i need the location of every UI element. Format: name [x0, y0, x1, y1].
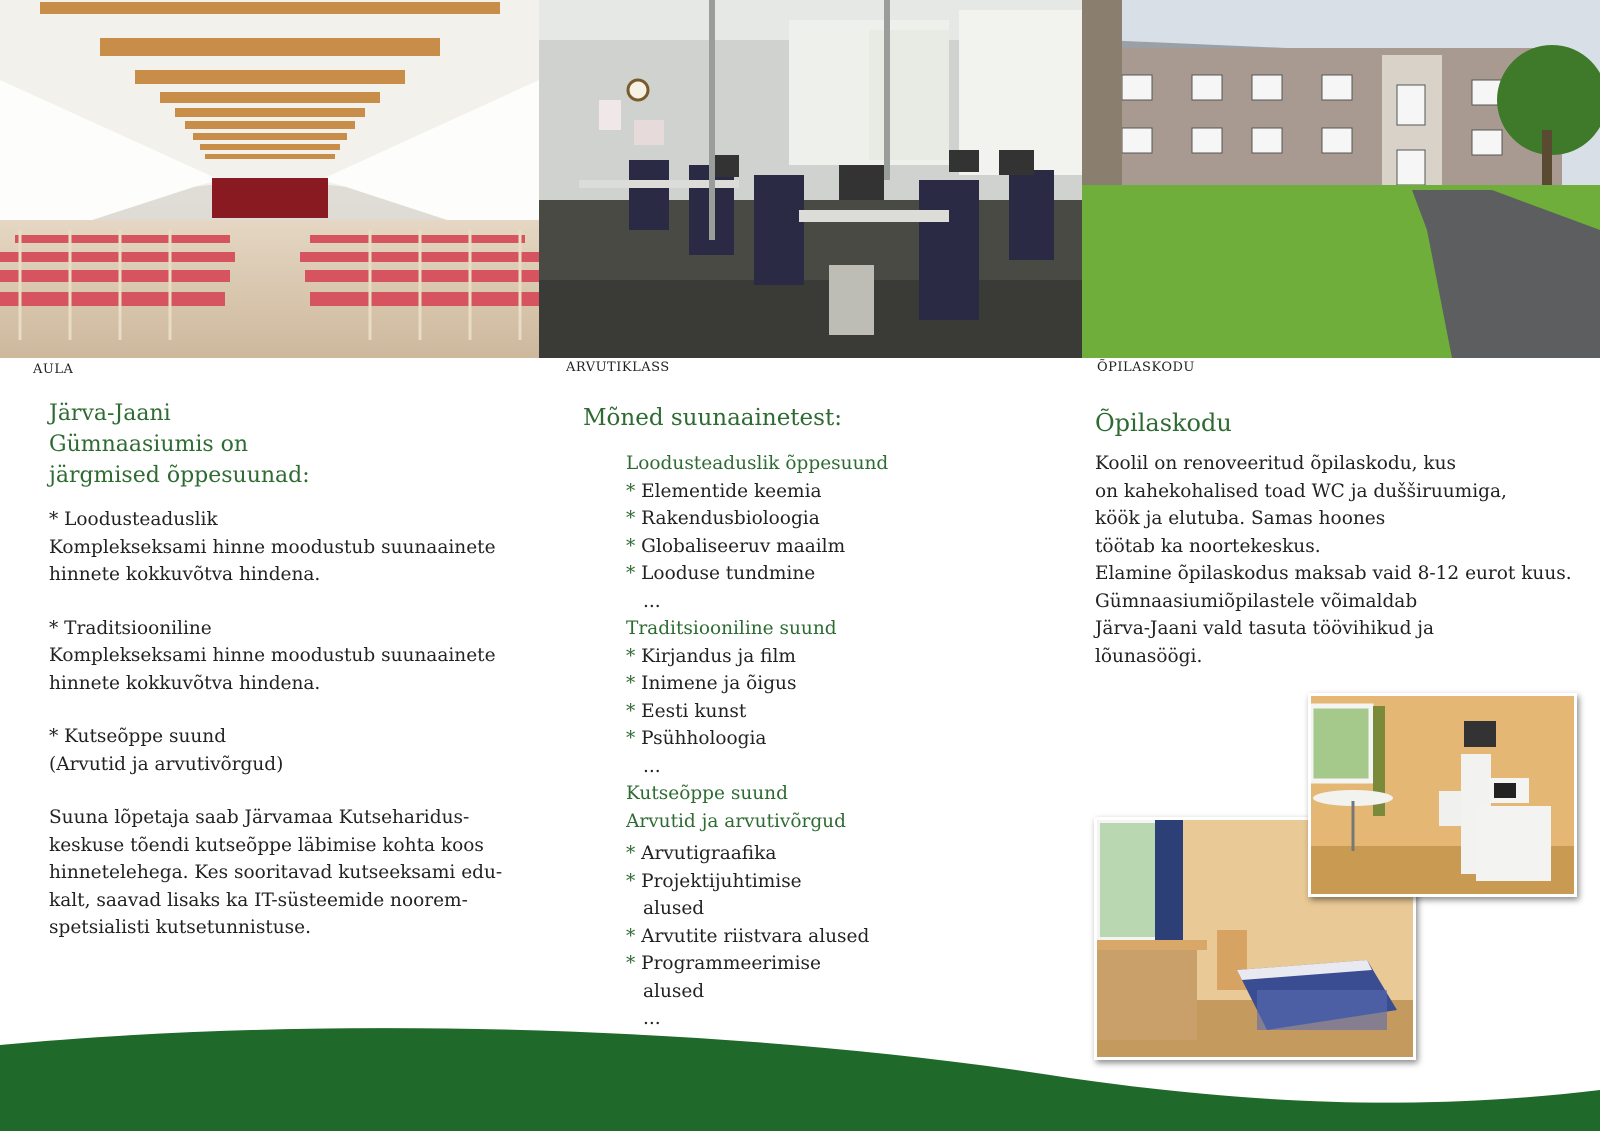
col3-heading: Õpilaskodu	[1095, 409, 1232, 437]
group2-title: Traditsiooniline suund	[626, 618, 837, 639]
col3-line: töötab ka noortekeskus.	[1095, 535, 1321, 557]
para-line: Suuna lõpetaja saab Järvamaa Kutseharidus-	[49, 807, 470, 828]
list-item: * Arvutite riistvara alused	[626, 925, 870, 947]
footer-wave	[0, 1020, 1600, 1131]
col3-line: Järva-Jaani vald tasuta töövihikud ja	[1095, 618, 1435, 639]
list-item: * Programmeerimise	[626, 953, 821, 974]
ellipsis: ...	[643, 1008, 661, 1029]
block3-line: (Arvutid ja arvutivõrgud)	[49, 753, 284, 775]
computer-class-illustration	[539, 0, 1082, 358]
col1-heading-line: järgmised õppesuunad:	[49, 463, 310, 488]
col1-heading-line: Gümnaasiumis on	[49, 432, 249, 457]
list-item: * Globaliseeruv maailm	[626, 535, 846, 557]
ellipsis: ...	[643, 590, 661, 612]
computer-class-caption: ARVUTIKLASS	[566, 360, 670, 375]
block1-title: * Loodusteaduslik	[49, 509, 218, 530]
para-line: hinnetelehega. Kes sooritavad kutseeksami edu-	[49, 862, 503, 883]
col2-body	[626, 450, 956, 1033]
aula-photo	[0, 0, 539, 358]
block3-title: * Kutseõppe suund	[49, 726, 227, 747]
para-line: spetsialisti kutsetunnistuse.	[49, 917, 311, 938]
aula-caption: AULA	[33, 362, 74, 377]
col3-line: Elamine õpilaskodus maksab vaid 8-12 eurot kuus.	[1095, 563, 1572, 584]
col3-line: Gümnaasiumiõpilastele võimaldab	[1095, 590, 1418, 612]
kitchen-illustration	[1311, 696, 1574, 894]
list-item: * Elementide keemia	[626, 480, 822, 502]
list-item: * Arvutigraafika	[626, 843, 777, 864]
list-item: * Rakendusbioloogia	[626, 508, 820, 529]
col3-line: lõunasöögi.	[1095, 645, 1203, 667]
para-line: keskuse tõendi kutseõppe läbimise kohta koos	[49, 834, 484, 856]
dormitory-illustration	[1082, 0, 1600, 358]
col3-line: Koolil on renoveeritud õpilaskodu, kus	[1095, 453, 1457, 474]
block1-line: hinnete kokkuvõtva hindena.	[49, 564, 321, 585]
block2-title: * Traditsiooniline	[49, 617, 212, 639]
kitchen-photo	[1308, 693, 1577, 897]
computer-class-photo	[539, 0, 1082, 358]
list-item-continuation: alused	[643, 898, 705, 919]
list-item: * Inimene ja õigus	[626, 673, 797, 694]
dormitory-caption: ÕPILASKODU	[1097, 360, 1195, 375]
group3-title: Kutseõppe suund	[626, 783, 788, 804]
col3-line: köök ja elutuba. Samas hoones	[1095, 508, 1386, 529]
list-item: * Kirjandus ja film	[626, 645, 796, 667]
col2-heading: Mõned suunaainetest:	[583, 405, 842, 431]
dormitory-photo	[1082, 0, 1600, 358]
list-item: * Looduse tundmine	[626, 563, 816, 584]
group3-subtitle: Arvutid ja arvutivõrgud	[626, 810, 846, 832]
aula-illustration	[0, 0, 539, 358]
list-item: * Eesti kunst	[626, 700, 747, 722]
list-item-continuation: alused	[643, 980, 705, 1002]
col3-line: on kahekohalised toad WC ja dušširuumiga,	[1095, 480, 1507, 502]
block1-line: Komplekseksami hinne moodustub suunaainete	[49, 536, 496, 558]
col1-body	[49, 506, 529, 942]
block2-line: Komplekseksami hinne moodustub suunaainete	[49, 645, 496, 666]
list-item: * Projektijuhtimise	[626, 870, 802, 892]
ellipsis: ...	[643, 755, 661, 777]
col1-heading	[49, 398, 310, 491]
col1-heading-line: Järva-Jaani	[49, 401, 171, 426]
list-item: * Psühholoogia	[626, 728, 767, 749]
group1-title: Loodusteaduslik õppesuund	[626, 453, 889, 474]
block2-line: hinnete kokkuvõtva hindena.	[49, 672, 321, 694]
col3-body	[1095, 450, 1575, 670]
para-line: kalt, saavad lisaks ka IT-süsteemide noorem-	[49, 889, 468, 911]
